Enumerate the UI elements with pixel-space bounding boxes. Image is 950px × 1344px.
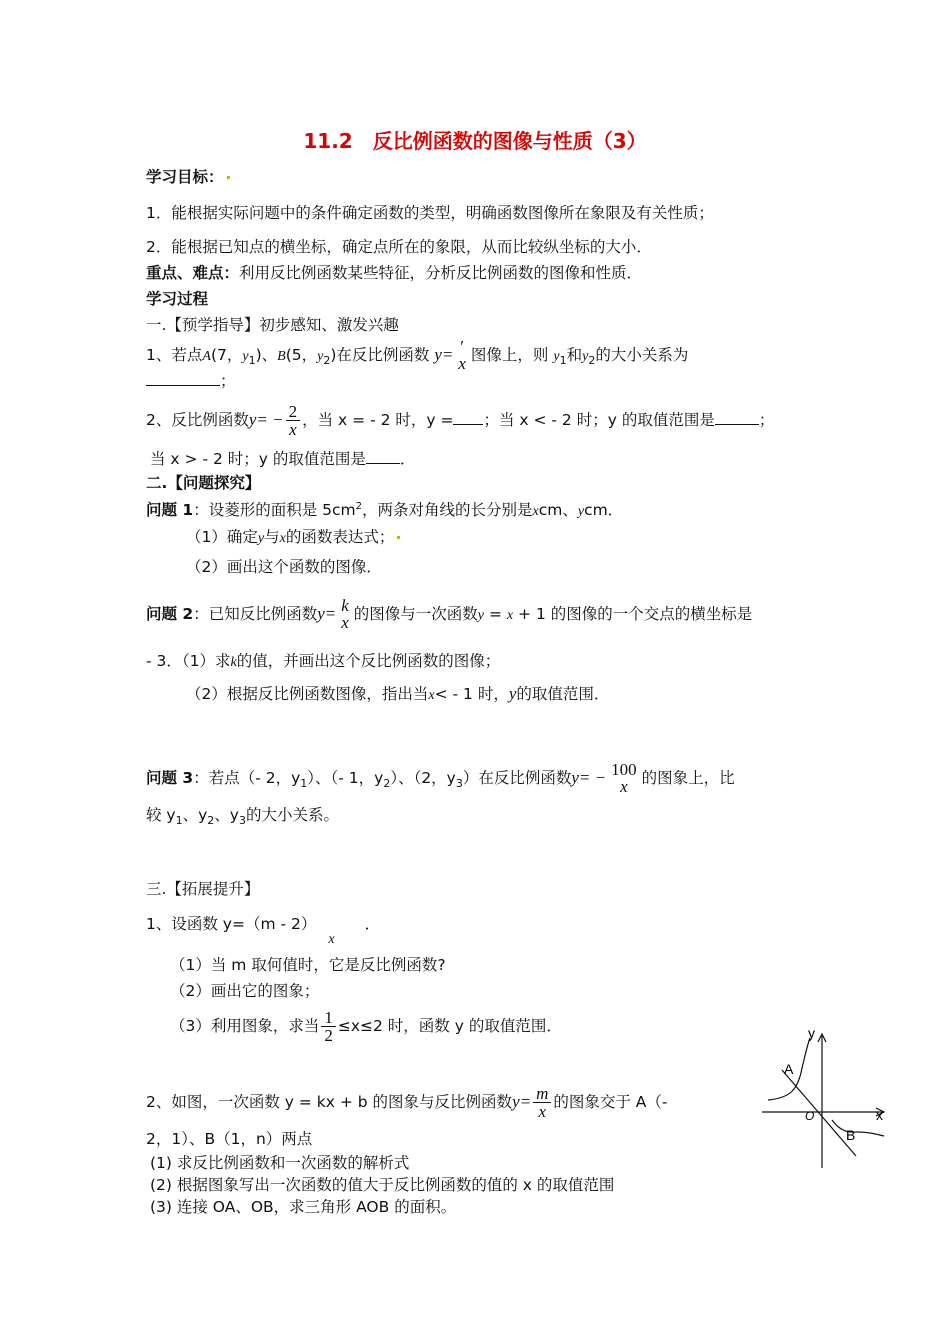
section1-q2: 2、反比例函数y= − $\frac{2}{x}$ ，当 x = - 2 时，y = ；当 x < - 2 时；y 的取值范围是 ； bbox=[146, 401, 775, 439]
problem-2: 问题 2：已知反比例函数y= k x 的图像与一次函数y = x + 1 的图像的一个交点的横坐标是 bbox=[146, 596, 753, 632]
point-b-label: B bbox=[846, 1127, 856, 1143]
answer-blank[interactable] bbox=[715, 410, 759, 425]
extension-2-q3: (3) 连接 OA、OB，求三角形 AOB 的面积。 bbox=[150, 1198, 457, 1216]
problem-2-line3: （2）根据反比例函数图像，指出当x< - 1 时，y的取值范围． bbox=[186, 684, 610, 703]
key-points bbox=[146, 262, 642, 284]
fraction-100-over-x: 100 x bbox=[611, 760, 637, 796]
problem-1: 问题 1：设菱形的面积是 $5cm^2$，两条对角线的长分别是xcm、ycm． bbox=[146, 501, 624, 520]
objective-1: 1．能根据实际问题中的条件确定函数的类型，明确函数图像所在象限及有关性质； bbox=[146, 204, 714, 222]
extension-1: 1、设函数 y=（m - 2）x． bbox=[146, 915, 381, 947]
answer-blank[interactable] bbox=[453, 410, 483, 425]
extension-2: 2、如图，一次函数 y = kx + b 的图象与反比例函数y= $\frac{m}{x}$ 的图象交于 A（- bbox=[146, 1083, 668, 1121]
origin-label: O bbox=[805, 1109, 815, 1123]
objectives-heading: 学习目标： bbox=[146, 166, 233, 188]
section1-q2-line2: 当 x > - 2 时；y 的取值范围是 ． bbox=[150, 450, 416, 468]
page-title: 11.2 反比例函数的图像与性质（3） bbox=[303, 129, 647, 153]
problem-3: 问题 3：若点（- 2，$y_1$）、（- 1，$y_2$）、（2，$y_3$）在反比例函数y= − 100 x 的图象上，比 bbox=[146, 760, 735, 796]
key-points-text: 利用反比例函数某些特征，分析反比例函数的图像和性质． bbox=[239, 264, 643, 282]
function-graph bbox=[760, 1028, 900, 1176]
fraction-k-over-x: k x bbox=[341, 596, 349, 632]
process-heading: 学习过程 bbox=[146, 290, 209, 308]
extension-1-q2: （2）画出它的图象； bbox=[170, 982, 320, 1000]
answer-blank[interactable] bbox=[146, 371, 220, 386]
objective-2: 2．能根据已知点的横坐标，确定点所在的象限，从而比较纵坐标的大小． bbox=[146, 238, 652, 256]
marker-dot bbox=[227, 176, 230, 179]
linear-function-line bbox=[782, 1070, 856, 1156]
section1-q1: 1、若点A(7，$y_1$)、B(5，$y_2$)在反比例函数 y= ′ x 图像上，则 $y_1$和$y_2$的大小关系为 bbox=[146, 337, 689, 373]
fraction-2-over-x: $\frac{2}{x}$ bbox=[286, 403, 301, 439]
extension-2-q2: (2) 根据图象写出一次函数的值大于反比例函数的值的 x 的取值范围 bbox=[150, 1176, 615, 1194]
fraction-one-half: $\frac{1}{2}$ bbox=[321, 1009, 336, 1045]
extension-2-q1: (1) 求反比例函数和一次函数的解析式 bbox=[150, 1154, 410, 1172]
section1-heading: 一.【预学指导】初步感知、激发兴趣 bbox=[146, 316, 399, 334]
extension-1-q1: （1）当 m 取何值时，它是反比例函数? bbox=[170, 956, 446, 974]
fraction-k-over-x: ′ x bbox=[458, 337, 466, 373]
y-axis-label: y bbox=[808, 1028, 815, 1041]
section2-heading: 二.【问题探究】 bbox=[146, 474, 261, 492]
key-points-label: 重点、难点： bbox=[146, 264, 240, 282]
fraction-m-over-x: $\frac{m}{x}$ bbox=[533, 1085, 551, 1121]
problem-3-line2: 较 $y_1$、$y_2$、$y_3$的大小关系。 bbox=[146, 806, 339, 828]
point-a-label: A bbox=[784, 1061, 794, 1077]
problem-1-sub2: （2）画出这个函数的图像． bbox=[186, 558, 382, 576]
section3-heading: 三.【拓展提升】 bbox=[146, 880, 260, 898]
extension-2-line2: 2，1）、B（1，n）两点 bbox=[146, 1130, 313, 1148]
extension-1-q3: （3）利用图象，求当 $\frac{1}{2}$ ≤x≤2 时，函数 y 的取值范围． bbox=[170, 1007, 562, 1045]
answer-blank[interactable] bbox=[366, 449, 400, 464]
marker-dot bbox=[397, 536, 400, 539]
problem-1-sub1: （1）确定y与x的函数表达式； bbox=[186, 526, 403, 550]
problem-2-line2: - 3．（1）求k的值，并画出这个反比例函数的图像； bbox=[146, 652, 501, 670]
x-axis-label: x bbox=[876, 1107, 883, 1123]
section1-q1-answer: ； bbox=[146, 370, 236, 392]
